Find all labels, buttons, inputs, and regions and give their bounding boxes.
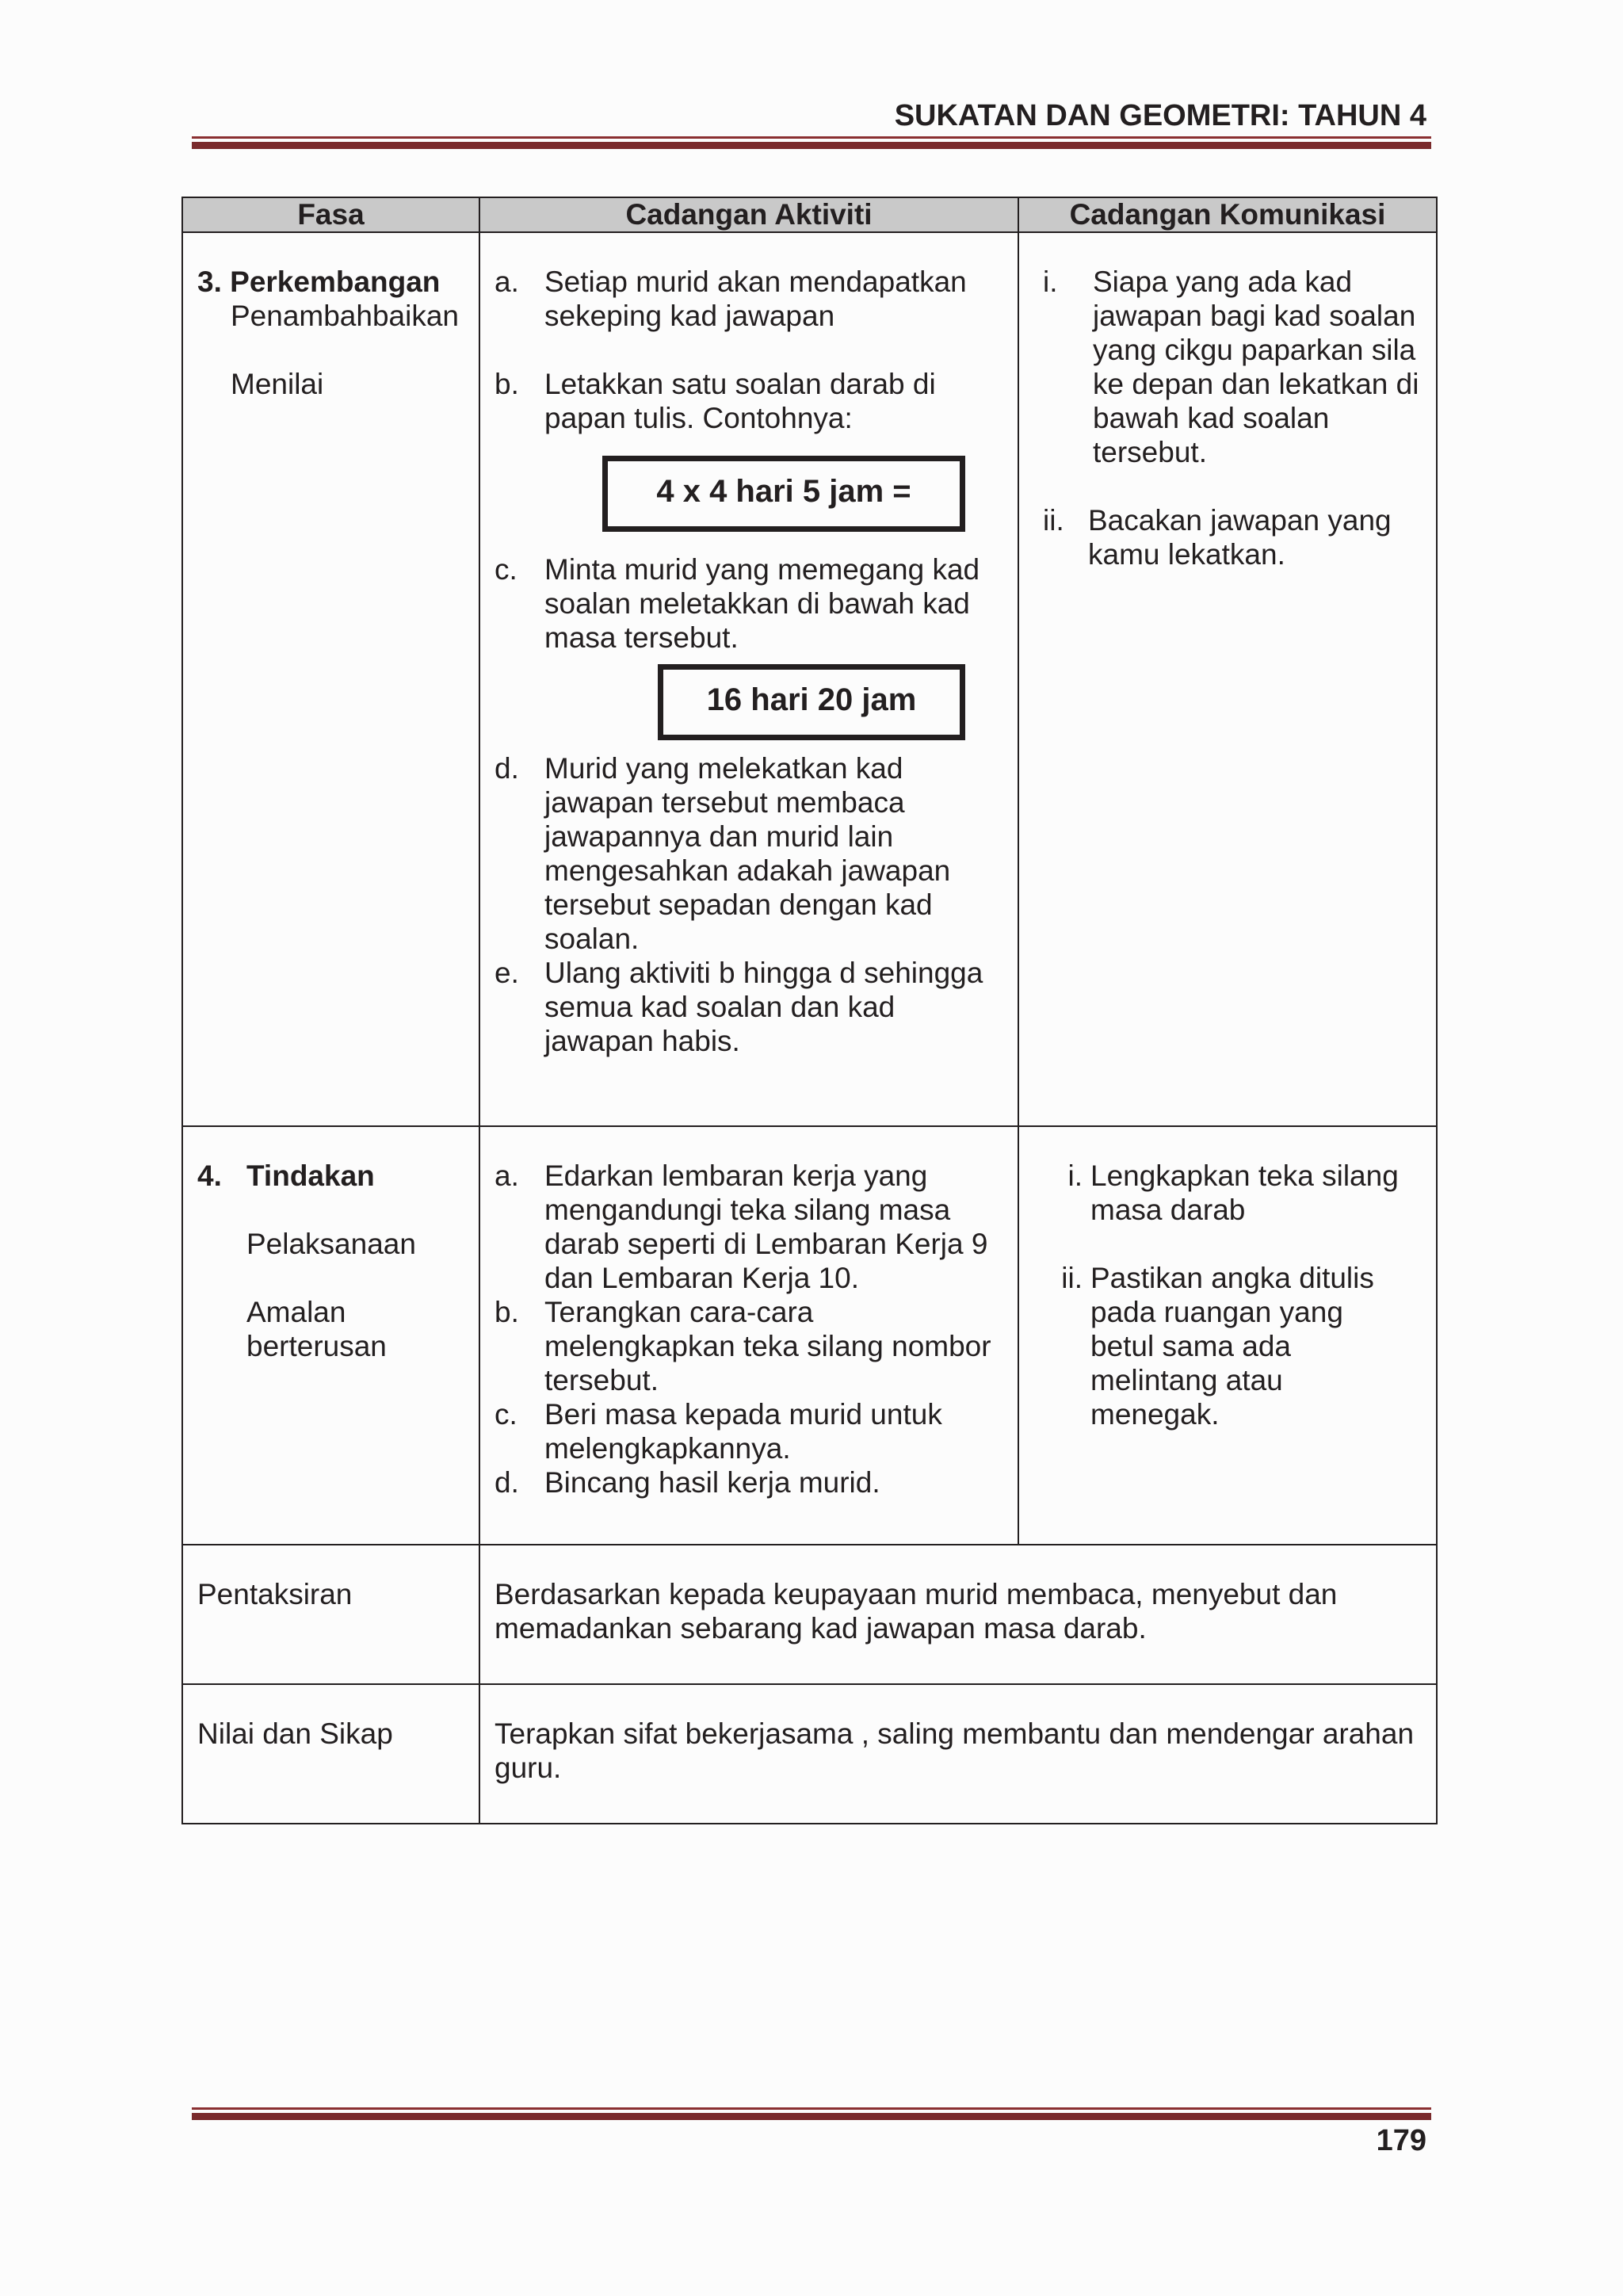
example-question-box: 4 x 4 hari 5 jam = bbox=[602, 456, 965, 532]
table-row-values bbox=[182, 1684, 1437, 1824]
lesson-plan-table bbox=[181, 197, 1438, 1824]
table-header-row bbox=[182, 197, 1437, 232]
values-label-cell bbox=[182, 1684, 479, 1824]
values-text-cell bbox=[479, 1684, 1437, 1824]
list-item: e. Ulang aktiviti b hingga d sehingga semua kad soalan dan kad jawapan habis. bbox=[495, 957, 983, 1057]
footer-rule bbox=[192, 2107, 1431, 2120]
table-row-phase-3 bbox=[182, 232, 1437, 1126]
phase-3-sub1: Penambahbaikan bbox=[231, 300, 459, 332]
column-header-komunikasi: Cadangan Komunikasi bbox=[1018, 197, 1437, 232]
phase-4-communication-cell bbox=[1018, 1126, 1437, 1545]
phase-4-sub1: Pelaksanaan bbox=[246, 1228, 416, 1260]
example-answer-box: 16 hari 20 jam bbox=[658, 664, 965, 740]
assessment-label-cell bbox=[182, 1545, 479, 1684]
list-item: d. Murid yang melekatkan kad jawapan tersebut membaca jawapannya dan murid lain mengesahkan adakah jawapan tersebut sepadan dengan kad soalan. bbox=[495, 752, 951, 955]
values-label: Nilai dan Sikap bbox=[197, 1717, 393, 1750]
assessment-text: Berdasarkan kepada keupayaan murid membaca, menyebut dan memadankan sebarang kad jawapan masa darab. bbox=[495, 1578, 1338, 1645]
table-row-phase-4 bbox=[182, 1126, 1437, 1545]
phase-3-sub2: Menilai bbox=[231, 368, 324, 400]
phase-4-activities-cell bbox=[479, 1126, 1018, 1545]
table-row-assessment bbox=[182, 1545, 1437, 1684]
phase-4-number: 4. bbox=[197, 1159, 222, 1192]
list-item: i. Siapa yang ada kad jawapan bagi kad soalan yang cikgu paparkan sila ke depan dan lekatkan di bawah kad soalan tersebut. bbox=[1043, 266, 1419, 468]
section-header-title: SUKATAN DAN GEOMETRI: TAHUN 4 bbox=[894, 99, 1426, 132]
list-item: ii. Bacakan jawapan yang kamu lekatkan. bbox=[1043, 504, 1392, 571]
phase-3-cell bbox=[182, 232, 479, 1126]
phase-4-cell bbox=[182, 1126, 479, 1545]
phase-3-communication-cell bbox=[1018, 232, 1437, 1126]
list-item: c. Beri masa kepada murid untuk melengkapkannya. bbox=[495, 1398, 942, 1465]
phase-4-sub2: Amalan berterusan bbox=[246, 1296, 387, 1362]
phase-3-activities-cell bbox=[479, 232, 1018, 1126]
phase-3-title: 3. Perkembangan bbox=[197, 266, 441, 298]
list-item: i. Lengkapkan teka silang masa darab bbox=[1067, 1159, 1399, 1226]
values-text: Terapkan sifat bekerjasama , saling membantu dan mendengar arahan guru. bbox=[495, 1717, 1415, 1784]
phase-4-title: Tindakan bbox=[246, 1159, 375, 1192]
header-rule bbox=[192, 136, 1431, 149]
column-header-fasa: Fasa bbox=[182, 197, 479, 232]
list-item: b. Terangkan cara-cara melengkapkan teka silang nombor tersebut. bbox=[495, 1296, 991, 1396]
assessment-label: Pentaksiran bbox=[197, 1578, 353, 1610]
list-item: b. Letakkan satu soalan darab di papan tulis. Contohnya: bbox=[495, 368, 936, 434]
list-item: ii. Pastikan angka ditulis pada ruangan yang betul sama ada melintang atau menegak. bbox=[1061, 1262, 1374, 1431]
list-item: a. Edarkan lembaran kerja yang mengandungi teka silang masa darab seperti di Lembaran Kerja 9 dan Lembaran Kerja 10. bbox=[495, 1159, 988, 1294]
page-number: 179 bbox=[1376, 2124, 1426, 2157]
list-item: c. Minta murid yang memegang kad soalan meletakkan di bawah kad masa tersebut. bbox=[495, 553, 980, 654]
list-item: d. Bincang hasil kerja murid. bbox=[495, 1466, 880, 1499]
assessment-text-cell bbox=[479, 1545, 1437, 1684]
list-item: a. Setiap murid akan mendapatkan sekeping kad jawapan bbox=[495, 266, 967, 332]
column-header-aktiviti: Cadangan Aktiviti bbox=[479, 197, 1018, 232]
